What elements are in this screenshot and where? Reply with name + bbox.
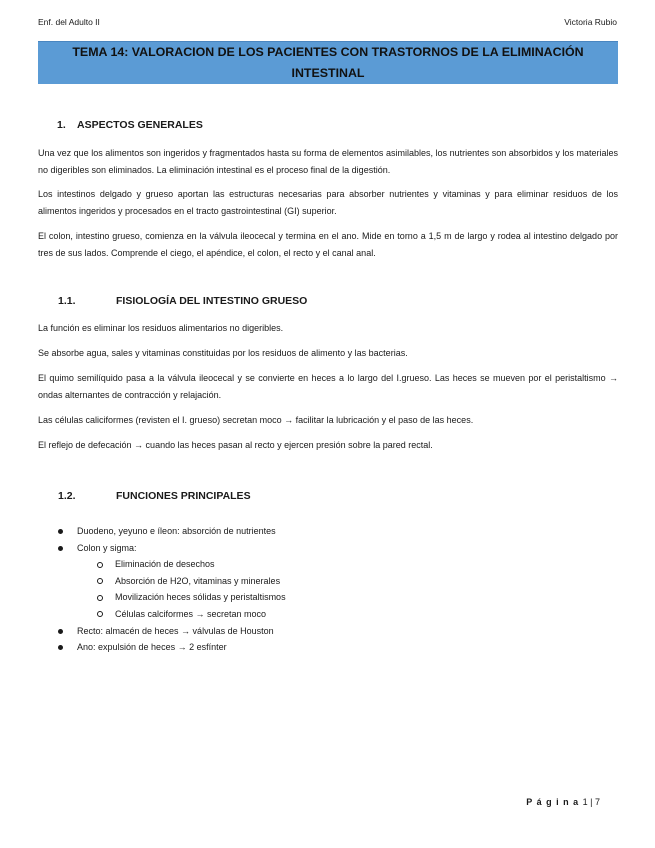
section-number: 1. xyxy=(57,119,66,131)
paragraph: El colon, intestino grueso, comienza en la válvula ileocecal y termina en el ano. Mide en torno a 1,5 m de largo y rodea al intestino delgado por tres de sus lados. Comprende el ciego, el apéndice, el colon, el recto y el canal anal. xyxy=(38,231,618,258)
section-number: 1.2. xyxy=(58,490,76,502)
list-item: Colon y sigma: xyxy=(38,540,618,557)
page-footer xyxy=(526,797,600,807)
list-item: Recto: almacén de heces → válvulas de Houston xyxy=(38,623,618,640)
section-heading-fisiologia xyxy=(58,295,307,307)
paragraph: El quimo semilíquido pasa a la válvula ileocecal y se convierte en heces a lo largo del I.grueso. Las heces se mueven por el peristaltismo → ondas alternantes de contracción y relajación. xyxy=(38,373,618,400)
section-title: FUNCIONES PRINCIPALES xyxy=(116,490,251,502)
sub-list-item: Células calciformes → secretan moco xyxy=(38,606,618,623)
circle-bullet-icon xyxy=(97,611,103,617)
text-line: Las células caliciformes (revisten el I. grueso) secretan moco → facilitar la lubricación y el paso de las heces. xyxy=(38,415,474,425)
functions-list xyxy=(38,523,618,656)
sub-list-item: Movilización heces sólidas y peristaltismos xyxy=(38,589,618,606)
title-banner xyxy=(38,41,618,84)
bullet-icon xyxy=(58,645,63,650)
section-heading-aspectos xyxy=(57,119,203,131)
bullet-icon xyxy=(58,546,63,551)
paragraph: Los intestinos delgado y grueso aportan las estructuras necesarias para absorber nutrientes y vitaminas y para eliminar residuos de los alimentos ingeridos y procesados en el tracto gastrointestinal (GI) superior. xyxy=(38,189,618,216)
section-number: 1.1. xyxy=(58,295,76,307)
bullet-icon xyxy=(58,529,63,534)
page-label: P á g i n a xyxy=(526,797,580,807)
header-right: Victoria Rubio xyxy=(564,17,617,27)
header-left: Enf. del Adulto II xyxy=(38,17,100,27)
bullet-icon xyxy=(58,629,63,634)
circle-bullet-icon xyxy=(97,578,103,584)
page-number: 1 | 7 xyxy=(582,797,600,807)
title-line-1: TEMA 14: VALORACION DE LOS PACIENTES CON TRASTORNOS DE LA ELIMINACIÓN xyxy=(72,45,584,59)
circle-bullet-icon xyxy=(97,562,103,568)
sub-list-item: Absorción de H2O, vitaminas y minerales xyxy=(38,573,618,590)
text-line: El reflejo de defecación → cuando las heces pasan al recto y ejercen presión sobre la pared rectal. xyxy=(38,440,433,450)
section-title: FISIOLOGÍA DEL INTESTINO GRUESO xyxy=(116,295,308,307)
sub-list-item: Eliminación de desechos xyxy=(38,556,618,573)
text-line: Se absorbe agua, sales y vitaminas constituidas por los residuos de alimento y las bacterias. xyxy=(38,348,408,358)
section-title: ASPECTOS GENERALES xyxy=(77,119,203,131)
list-item: Duodeno, yeyuno e íleon: absorción de nutrientes xyxy=(38,523,618,540)
circle-bullet-icon xyxy=(97,595,103,601)
text-line: La función es eliminar los residuos alimentarios no digeribles. xyxy=(38,323,284,333)
title-line-2: INTESTINAL xyxy=(291,66,365,80)
paragraph: Una vez que los alimentos son ingeridos y fragmentados hasta su forma de elementos asimilables, los nutrientes son absorbidos y los materiales no digeribles son eliminados. La eliminación intestinal es el proceso final de la digestión. xyxy=(38,148,618,175)
list-item: Ano: expulsión de heces → 2 esfínter xyxy=(38,639,618,656)
section-heading-funciones xyxy=(58,490,251,502)
